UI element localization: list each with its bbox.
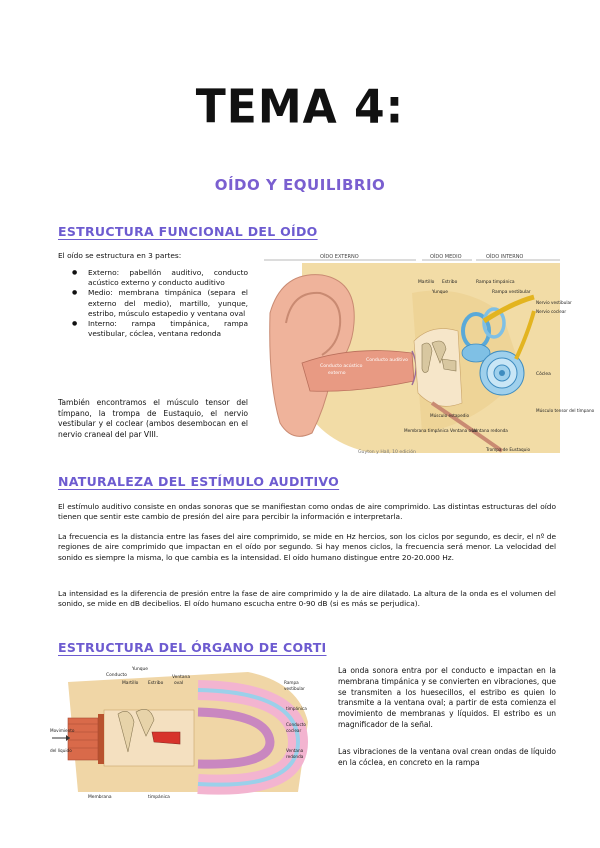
corti-label-redonda: redonda [286,754,304,759]
corti-label-membrana: Membrana [88,795,112,800]
corti-figure [48,662,320,802]
label-nervio-vestibular: Nervio vestibular [536,300,572,305]
header-oido-externo: OÍDO EXTERNO [320,254,359,260]
corti-label-timpanica-bottom: timpánica [148,795,170,800]
corti-label-martillo: Martillo [122,681,139,686]
label-estribo: Estribo [442,280,458,285]
corti-label-movimiento: Movimiento [50,728,75,733]
label-nervio-coclear: Nervio coclear [536,309,567,314]
corti-label-conducto-coclear: Conducto [286,722,306,727]
figure-credit: Guyton y Hall, 10 edición [358,450,416,455]
label-yunque: Yunque [432,290,449,295]
label-musculo-estapedio: Músculo estapedio [430,413,470,418]
list-item: ● Externo: pabellón auditivo, conducto acústico externo y conducto auditivo [88,268,248,288]
corti-label-vestibular: vestibular [284,686,305,691]
section-heading-corti: ESTRUCTURA DEL ÓRGANO DE CORTI [58,640,327,655]
section-heading-naturaleza: NATURALEZA DEL ESTÍMULO AUDITIVO [58,474,340,489]
label-membrana-timpanica: Membrana timpánica [404,428,449,433]
section-heading-estructura: ESTRUCTURA FUNCIONAL DEL OÍDO [58,224,318,239]
label-conducto-acustico: Conducto acústico [320,364,363,369]
label-ventana-oval: Ventana oval [450,428,478,433]
list-item: ● Interno: rampa timpánica, rampa vestibular, cóclea, ventana redonda [88,319,248,339]
section2-paragraph-1: El estímulo auditivo consiste en ondas sonoras que se manifiestan como ondas de aire comprimido. Las distintas estructuras del oído tienen que sentir este cambio de presión del aire para percibir la información e interpretarla. [58,502,556,522]
corti-label-conducto: Conducto [106,673,127,678]
section3-paragraph-1: La onda sonora entra por el conducto e impactan en la membrana timpánica y se convierten en vibraciones, que se transmiten a los huesecillos, el estribo es quien lo transmite a la ventana oval; a partir de esta comienza el movimiento de membranas y líquidos. El estribo es un magnificador de la señal. [338,666,556,729]
label-rampa-timpanica: Rampa timpánica [476,280,515,285]
section1-extra-paragraph: También encontramos el músculo tensor del tímpano, la trompa de Eustaquio, el nervio vestibular y el coclear (ambos desembocan en el nervio craneal del par VIII. [58,398,248,439]
section2-paragraph-2: La frecuencia es la distancia entre las fases del aire comprimido, se mide en Hz hercios, son los ciclos por segundo, es decir, el nº de regiones de aire comprimido que impactan en el oído por segundo. Si hay menos ciclos, la frecuencia será menor. La velocidad del sonido es siempre la misma, lo que cambia es la intensidad. El oído humano distingue entre 20-20.000 Hz. [58,532,556,562]
label-externo: externo [328,371,346,376]
header-oido-medio: OÍDO MEDIO [430,254,462,260]
label-coclea: Cóclea [536,372,551,377]
section1-intro: El oído se estructura en 3 partes: [58,251,182,260]
section2-paragraph-3: La intensidad es la diferencia de presión entre la fase de aire comprimido y la de aire dilatado. La altura de la onda es el volumen del sonido, se mide en dB decibelios. El oído humano escucha entre 0-90 dB (si es más se perjudica). [58,589,556,609]
corti-label-estribo: Estribo [148,681,164,686]
page-subtitle: OÍDO Y EQUILIBRIO [214,176,386,194]
section1-bullet-list [88,268,248,339]
corti-label-yunque: Yunque [132,667,149,672]
corti-label-coclear: coclear [286,728,302,733]
label-musculo-tensor: Músculo tensor del tímpano [536,408,595,413]
corti-label-timpanica: timpánica [286,706,307,711]
section3-paragraph-2: Las vibraciones de la ventana oval crean ondas de líquido en la cóclea, en concreto en la rampa [338,747,556,767]
corti-label-del-liquido: del líquido [50,748,72,753]
label-martillo: Martillo [418,280,435,285]
corti-label-rampa: Rampa [284,680,299,685]
corti-label-ventana: Ventana [172,675,191,680]
page-title: TEMA 4: [195,80,405,135]
label-trompa-eustaquio: Trompa de Eustaquio [486,447,531,452]
label-rampa-vestibular: Rampa vestibular [492,290,531,295]
corti-label-ventana-redonda: Ventana [286,748,304,753]
label-ventana-redonda: Ventana redonda [472,428,508,433]
ear-anatomy-figure [262,253,595,456]
corti-label-oval: oval [174,681,184,686]
header-oido-interno: OÍDO INTERNO [486,254,524,260]
list-item: ● Medio: membrana timpánica (separa el externo del medio), martillo, yunque, estribo, músculo estapedio y ventana oval [88,288,248,319]
label-conducto-auditivo: Conducto auditivo [366,358,408,363]
